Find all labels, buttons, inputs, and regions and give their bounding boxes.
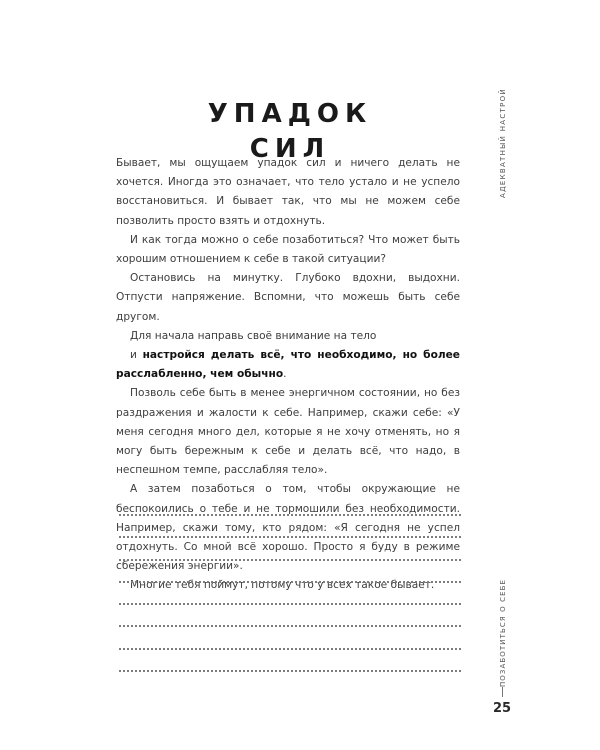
paragraph-7: А затем позаботься о том, чтобы окружающие не беспокоились о тебе и не тормошили без необходимости. Например, скажи тому, кто рядом: «Я сегодня не успел отдохнуть. Со мной всё хорошо. Просто я буду в режиме сбережения энергии». bbox=[116, 483, 460, 573]
paragraph-5-bold: настройся делать всё, что необходимо, но более расслабленно, чем обычно bbox=[116, 349, 460, 381]
notes-dotted-line bbox=[119, 648, 461, 650]
notes-dotted-line bbox=[119, 536, 461, 538]
notes-dotted-line bbox=[119, 603, 461, 605]
chapter-label-text: ПОЗАБОТИТЬСЯ О СЕБЕ bbox=[499, 578, 507, 688]
paragraph-6: Позволь себе быть в менее энергичном состоянии, но без раздражения и жалости к себе. Например, скажи себе: «У меня сегодня много дел, которые я не хочу отменять, но я могу быть бережным к себе и делать всё, что надо, в неспешном темпе, расслабляя тело». bbox=[116, 387, 460, 477]
section-label-vertical bbox=[496, 83, 510, 203]
paragraph-2: И как тогда можно о себе позаботиться? Что может быть хорошим отношением к себе в такой ситуации? bbox=[116, 233, 460, 266]
title-line-1: УПАДОК bbox=[207, 99, 373, 130]
notes-dotted-line bbox=[119, 625, 461, 627]
notes-dotted-line bbox=[119, 559, 461, 561]
page-number: 25 bbox=[492, 701, 512, 716]
section-label-text: АДЕКВАТНЫЙ НАСТРОЙ bbox=[499, 87, 507, 199]
notes-dotted-lines bbox=[119, 514, 461, 692]
notes-dotted-line bbox=[119, 581, 461, 583]
paragraph-3: Остановись на минутку. Глубоко вдохни, выдохни. Отпусти напряжение. Вспомни, что можешь быть себе другом. bbox=[116, 272, 460, 323]
title-line-2: СИЛ bbox=[249, 134, 331, 165]
notes-dotted-line bbox=[119, 514, 461, 516]
paragraph-8: Многие тебя поймут, потому что у всех такое бывает. bbox=[130, 579, 435, 592]
paragraph-5-suffix: . bbox=[283, 368, 287, 381]
paragraph-1: Бывает, мы ощущаем упадок сил и ничего делать не хочется. Иногда это означает, что тело устало и не успело восстановиться. И бывает так, что мы не можем себе позволить просто взять и отдохнуть. bbox=[116, 157, 460, 227]
chapter-label-vertical bbox=[496, 578, 510, 688]
paragraph-5 bbox=[116, 346, 460, 384]
margin-rule bbox=[502, 687, 503, 697]
paragraph-4: Для начала направь своё внимание на тело bbox=[130, 329, 377, 342]
notes-dotted-line bbox=[119, 670, 461, 672]
paragraph-5-prefix: и bbox=[130, 349, 143, 362]
